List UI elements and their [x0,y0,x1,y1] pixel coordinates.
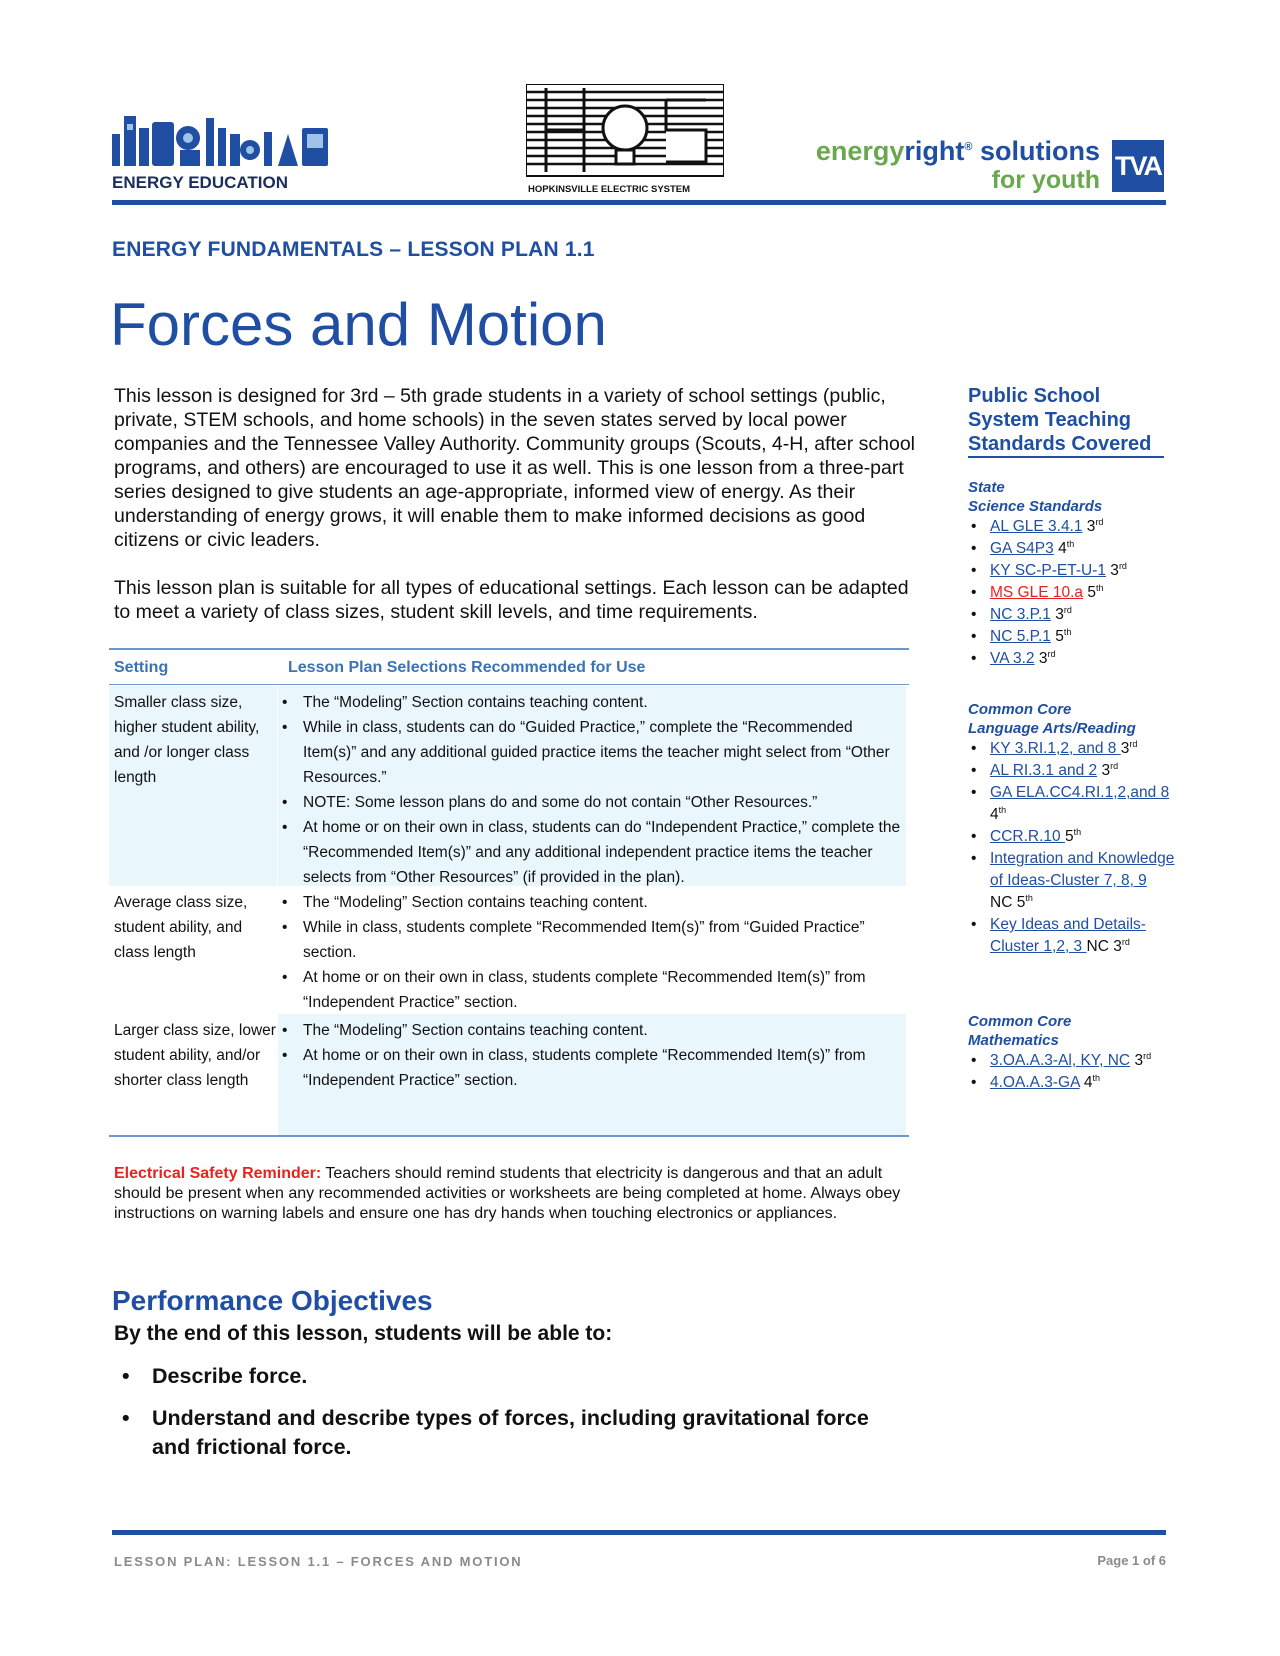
ela-standards-list [968,738,1178,958]
sidebar-rule [968,456,1164,458]
standard-link[interactable]: 4.OA.A.3-GA [990,1074,1080,1091]
safety-reminder-label: Electrical Safety Reminder: [114,1165,322,1182]
performance-objectives-intro: By the end of this lesson, students will be able to: [114,1322,613,1345]
standard-item: • Key Ideas and Details-Cluster 1,2, 3 NC 3rd [968,914,1178,958]
table-header-setting: Setting [114,659,169,676]
selections-cell [278,886,906,1015]
standard-link[interactable]: GA S4P3 [990,540,1054,557]
standard-item: • 4.OA.A.3-GA 4th [968,1072,1178,1094]
page-title: Forces and Motion [110,291,607,358]
objective-text: Describe force. [152,1364,308,1388]
table-row [109,686,909,886]
intro-paragraph-2: This lesson plan is suitable for all types of educational settings. Each lesson can be adapted to meet a variety of class sizes, student skill levels, and time requirements. [114,577,909,623]
standard-link[interactable]: Key Ideas and Details-Cluster 1,2, 3 [990,916,1146,955]
objective-item [114,1362,874,1391]
list-item: • While in class, students complete “Recommended Item(s)” from “Guided Practice” section. [278,915,906,965]
energyright-solutions-text: solutions [972,136,1100,166]
setting-cell: Average class size, student ability, and class length [114,894,248,961]
footer-rule [112,1530,1166,1535]
standard-item: • NC 3.P.1 3rd [968,604,1178,626]
hes-text: HOPKINSVILLE ELECTRIC SYSTEM [528,184,691,195]
setting-cell: Larger class size, lower student ability, and/or shorter class length [114,1022,276,1089]
list-item: • The “Modeling” Section contains teaching content. [278,890,906,915]
setting-cell: Smaller class size, higher student ability, and /or longer class length [114,694,260,786]
standard-link[interactable]: NC 3.P.1 [990,606,1051,623]
standard-item: • GA S4P3 4th [968,538,1178,560]
standard-link[interactable]: MS GLE 10.a [990,584,1084,601]
safety-reminder-text: Teachers should remind students that electricity is dangerous and that an adult should be present when any recommended activities or worksheets are being completed at home. Always obey instructions on warning labels and ensure one has dry hands when touching electronics or appliances. [114,1165,901,1222]
standard-link[interactable]: AL RI.3.1 and 2 [990,762,1098,779]
section-heading: Common Core Language Arts/Reading [968,701,1136,737]
standard-link[interactable]: Integration and Knowledge of Ideas-Cluster 7, 8, 9 [990,850,1175,889]
standard-item: • CCR.R.10 5th [968,826,1178,848]
standard-item: • NC 5.P.1 5th [968,626,1178,648]
tva-text: TVA [1115,151,1161,181]
objective-text: Understand and describe types of forces, including gravitational force and frictional force. [152,1406,869,1459]
energyright-right-text: right [904,136,965,166]
header-rule [112,200,1166,205]
safety-reminder [114,1164,914,1224]
energyright-solutions-logo [770,132,1100,196]
standard-link[interactable]: KY 3.RI.1,2, and 8 [990,740,1121,757]
list-item: • At home or on their own in class, students complete “Recommended Item(s)” from “Independent Practice” section. [278,965,906,1015]
page-number: Page 1 of 6 [1097,1553,1166,1568]
section-heading: Common Core Mathematics [968,1013,1072,1049]
standard-item: • KY 3.RI.1,2, and 8 3rd [968,738,1178,760]
standard-link[interactable]: AL GLE 3.4.1 [990,518,1083,535]
section-heading: State Science Standards [968,479,1103,515]
selections-cell [278,686,906,886]
list-item: • At home or on their own in class, students can do “Independent Practice,” complete the “Recommended Item(s)” and any additional independent practice items the teacher selects from “Other Resources” (if provided in the plan). [278,815,906,890]
standard-link[interactable]: NC 5.P.1 [990,628,1051,645]
standard-link[interactable]: KY SC-P-ET-U-1 [990,562,1106,579]
sidebar-title-line: System Teaching [968,409,1132,431]
state-standards-list [968,516,1178,670]
standard-link[interactable]: CCR.R.10 [990,828,1065,845]
standard-item: • 3.OA.A.3-Al, KY, NC 3rd [968,1050,1178,1072]
bullet-icon: • [122,1364,130,1388]
ela-standards-section [968,700,1178,958]
table-row [109,1014,909,1135]
energy-education-text: ENERGY EDUCATION [112,173,289,192]
lesson-plan-label: ENERGY FUNDAMENTALS – LESSON PLAN 1.1 [112,238,595,261]
intro-paragraph-1: This lesson is designed for 3rd – 5th grade students in a variety of school settings (public, private, STEM schools, and home schools) in the seven states served by local power companies and the Tennessee Valley Authority. Community groups (Scouts, 4-H, after school programs, and others) are encouraged to use it as well. This is one lesson from a three-part series designed to give students an age-appropriate, informed view of energy. As their understanding of energy grows, it will enable them to make informed decisions as good citizens or civic leaders. [114,385,915,551]
sidebar-title-line: Public School [968,385,1101,407]
standard-item: • VA 3.2 3rd [968,648,1178,670]
standard-item: • KY SC-P-ET-U-1 3rd [968,560,1178,582]
list-item: • At home or on their own in class, students complete “Recommended Item(s)” from “Independent Practice” section. [278,1043,906,1093]
table-bottom-rule [109,1135,909,1137]
table-row [109,886,909,1012]
standard-item: • GA ELA.CC4.RI.1,2,and 8 4th [968,782,1178,826]
table-top-rule [109,648,909,650]
state-standards-section [968,478,1178,670]
performance-objectives-heading: Performance Objectives [112,1285,433,1316]
energyright-for-youth-text: for youth [991,166,1100,194]
standard-link[interactable]: VA 3.2 [990,650,1035,667]
math-standards-section [968,1012,1178,1094]
standard-item: • Integration and Knowledge of Ideas-Cluster 7, 8, 9 NC 5th [968,848,1178,914]
objective-item [114,1404,874,1462]
table-header-rule [109,684,909,685]
list-item: • While in class, students can do “Guided Practice,” complete the “Recommended Item(s)” and any additional guided practice items the teacher might select from “Other Resources.” [278,715,906,790]
standard-item: • AL GLE 3.4.1 3rd [968,516,1178,538]
table-header-selections: Lesson Plan Selections Recommended for Use [288,659,646,676]
bullet-icon: • [122,1406,130,1430]
list-item: • The “Modeling” Section contains teaching content. [278,1018,906,1043]
math-standards-list [968,1050,1178,1094]
standard-item: • MS GLE 10.a 5th [968,582,1178,604]
selections-cell [278,1014,906,1135]
sidebar-title-line: Standards Covered [968,433,1152,455]
footer-lesson-label: LESSON PLAN: LESSON 1.1 – FORCES AND MOTION [114,1554,523,1569]
tva-logo [1112,140,1164,192]
standard-link[interactable]: GA ELA.CC4.RI.1,2,and 8 [990,784,1170,801]
standard-link[interactable]: 3.OA.A.3-Al, KY, NC [990,1052,1131,1069]
list-item: • The “Modeling” Section contains teaching content. [278,690,906,715]
hopkinsville-electric-system-logo [526,84,724,196]
standards-sidebar-title [968,384,1151,456]
list-item: • NOTE: Some lesson plans do and some do not contain “Other Resources.” [278,790,906,815]
standard-item: • AL RI.3.1 and 2 3rd [968,760,1178,782]
energyright-energy-text: energy [815,136,905,166]
energy-education-logo [112,104,332,196]
registered-mark: ® [964,141,973,153]
